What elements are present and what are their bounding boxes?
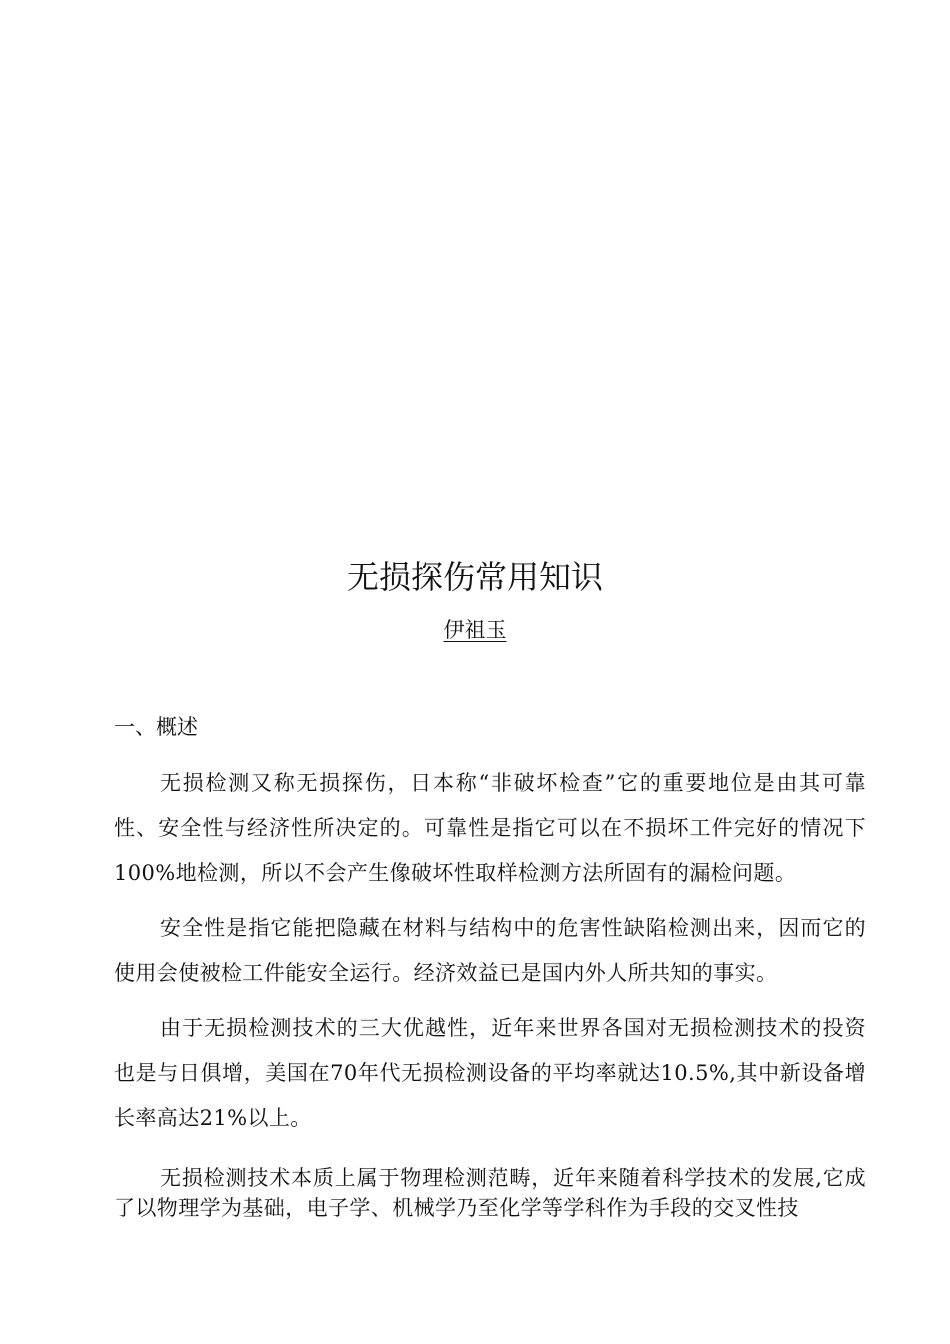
paragraph: 安全性是指它能把隐藏在材料与结构中的危害性缺陷检测出来，因而它的使用会使被检工件能安全运行。经济效益已是国内外人所共知的事实。	[114, 916, 866, 985]
section-heading: 一、概述	[114, 715, 198, 739]
paragraph: 无损检测技术本质上属于物理检测范畴，近年来随着科学技术的发展,它成了以物理学为基础，电子学、机械学乃至化学等学科作为手段的交叉性技	[114, 1166, 866, 1220]
document-title: 无损探伤常用知识	[346, 558, 603, 596]
paragraph: 无损检测又称无损探伤，日本称“非破坏检查”它的重要地位是由其可靠性、安全性与经济性所决定的。可靠性是指它可以在不损坏工件完好的情况下100%地检测，所以不会产生像破坏性取样检测方法所固有的漏检问题。	[114, 771, 866, 885]
paragraph: 由于无损检测技术的三大优越性，近年来世界各国对无损检测技术的投资也是与日俱增，美国在70年代无损检测设备的平均率就达10.5%,其中新设备增长率高达21%以上。	[114, 1016, 866, 1130]
document-author	[0, 615, 950, 645]
author-name: 伊祖玉	[443, 618, 507, 642]
